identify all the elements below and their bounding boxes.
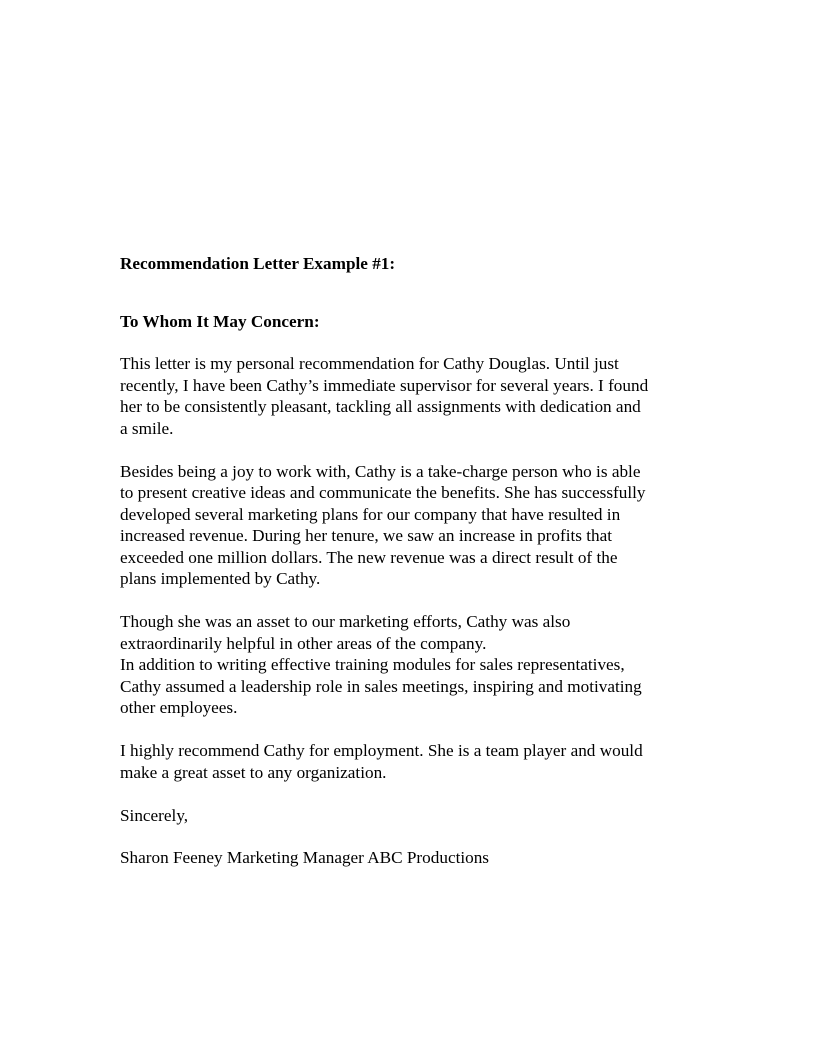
paragraph-2-line-6: plans implemented by Cathy. — [120, 569, 321, 588]
paragraph-2-line-5: exceeded one million dollars. The new revenue was a direct result of the — [120, 548, 618, 567]
paragraph-3-line-1: Though she was an asset to our marketing efforts, Cathy was also — [120, 612, 571, 631]
document-title: Recommendation Letter Example #1: — [120, 254, 396, 273]
paragraph-3-line-5: other employees. — [120, 698, 238, 717]
paragraph-1-line-3: her to be consistently pleasant, tackling all assignments with dedication and — [120, 397, 641, 416]
paragraph-3-line-2: extraordinarily helpful in other areas of the company. — [120, 634, 487, 653]
paragraph-2-line-1: Besides being a joy to work with, Cathy is a take-charge person who is able — [120, 462, 641, 481]
paragraph-1-line-4: a smile. — [120, 419, 174, 438]
paragraph-4-line-1: I highly recommend Cathy for employment. She is a team player and would — [120, 741, 643, 760]
paragraph-3-line-3: In addition to writing effective training modules for sales representatives, — [120, 655, 625, 674]
paragraph-2-line-2: to present creative ideas and communicate the benefits. She has successfully — [120, 483, 646, 502]
paragraph-1-line-1: This letter is my personal recommendation for Cathy Douglas. Until just — [120, 354, 619, 373]
paragraph-3-line-4: Cathy assumed a leadership role in sales meetings, inspiring and motivating — [120, 677, 642, 696]
closing: Sincerely, — [120, 806, 189, 825]
paragraph-2-line-4: increased revenue. During her tenure, we saw an increase in profits that — [120, 526, 613, 545]
salutation: To Whom It May Concern: — [120, 312, 320, 331]
signature: Sharon Feeney Marketing Manager ABC Productions — [120, 848, 489, 867]
paragraph-1-line-2: recently, I have been Cathy’s immediate supervisor for several years. I found — [120, 376, 649, 395]
letter-page — [120, 0, 710, 1056]
paragraph-2-line-3: developed several marketing plans for our company that have resulted in — [120, 505, 621, 524]
paragraph-4-line-2: make a great asset to any organization. — [120, 763, 387, 782]
